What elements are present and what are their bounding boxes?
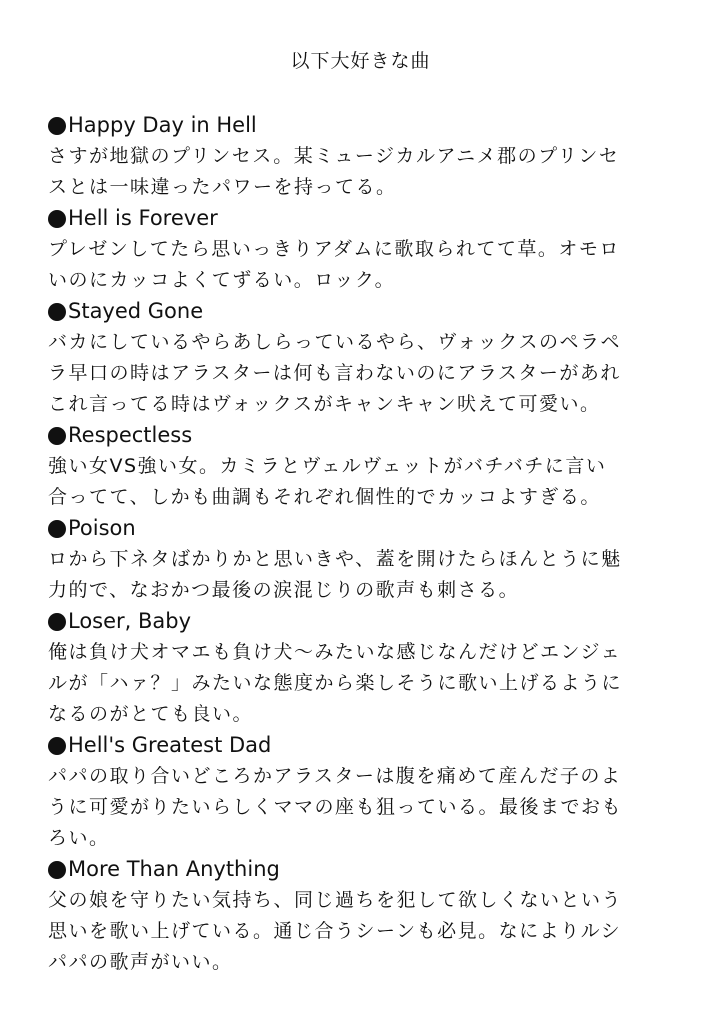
song-comment: ロから下ネタばかりかと思いきや、蓋を開けたらほんとうに魅 力的で、なおかつ最後の涙混じりの歌声も刺さる。	[48, 548, 622, 601]
song-entry	[48, 203, 688, 296]
song-comment: 俺は負け犬オマエも負け犬〜みたいな感じなんだけどエンジェ ルが「ハァ？」みたいな態度から楽しそうに歌い上げるように なるのがとても良い。	[48, 641, 623, 725]
song-heading	[48, 730, 688, 761]
song-comment: さすが地獄のプリンセス。某ミュージカルアニメ郡のプリンセ スとは一味違ったパワーを持ってる。	[48, 145, 620, 198]
bullet-icon	[48, 737, 66, 755]
bullet-icon	[48, 520, 66, 538]
song-entry	[48, 854, 688, 978]
song-heading	[48, 854, 688, 885]
bullet-icon	[48, 210, 66, 228]
song-comment: 父の娘を守りたい気持ち、同じ過ちを犯して欲しくないという 思いを歌い上げている。通じ合うシーンも必見。なによりルシ パパの歌声がいい。	[48, 889, 623, 973]
song-heading	[48, 203, 688, 234]
song-list	[48, 110, 688, 978]
song-entry	[48, 606, 688, 730]
song-title: Happy Day in Hell	[68, 113, 257, 137]
bullet-icon	[48, 613, 66, 631]
bullet-icon	[48, 861, 66, 879]
song-entry	[48, 420, 688, 513]
bullet-icon	[48, 303, 66, 321]
bullet-icon	[48, 427, 66, 445]
song-title: Hell is Forever	[68, 206, 218, 230]
song-entry	[48, 513, 688, 606]
song-title: Loser, Baby	[68, 609, 192, 633]
song-comment: 強い女VS強い女。カミラとヴェルヴェットがバチバチに言い 合ってて、しかも曲調もそれぞれ個性的でカッコよすぎる。	[48, 455, 607, 508]
song-heading	[48, 420, 688, 451]
song-title: Poison	[68, 516, 136, 540]
song-entry	[48, 296, 688, 420]
song-title: Respectless	[68, 423, 193, 447]
song-heading	[48, 110, 688, 141]
song-heading	[48, 296, 688, 327]
song-title: More Than Anything	[68, 857, 280, 881]
song-heading	[48, 606, 688, 637]
song-entry	[48, 730, 688, 854]
page-title: 以下大好きな曲	[290, 50, 431, 72]
song-entry	[48, 110, 688, 203]
song-title: Stayed Gone	[68, 299, 204, 323]
song-comment: プレゼンしてたら思いっきりアダムに歌取られてて草。オモロ いのにカッコよくてずるい。ロック。	[48, 238, 620, 291]
song-comment: バカにしているやらあしらっているやら、ヴォックスのペラペ ラ早口の時はアラスターは何も言わないのにアラスターがあれ これ言ってる時はヴォックスがキャンキャン吠えて可愛い。	[48, 331, 622, 415]
song-comment: パパの取り合いどころかアラスターは腹を痛めて産んだ子のよ うに可愛がりたいらしくママの座も狙っている。最後までおも ろい。	[48, 765, 623, 849]
bullet-icon	[48, 117, 66, 135]
song-heading	[48, 513, 688, 544]
song-title: Hell's Greatest Dad	[68, 733, 272, 757]
